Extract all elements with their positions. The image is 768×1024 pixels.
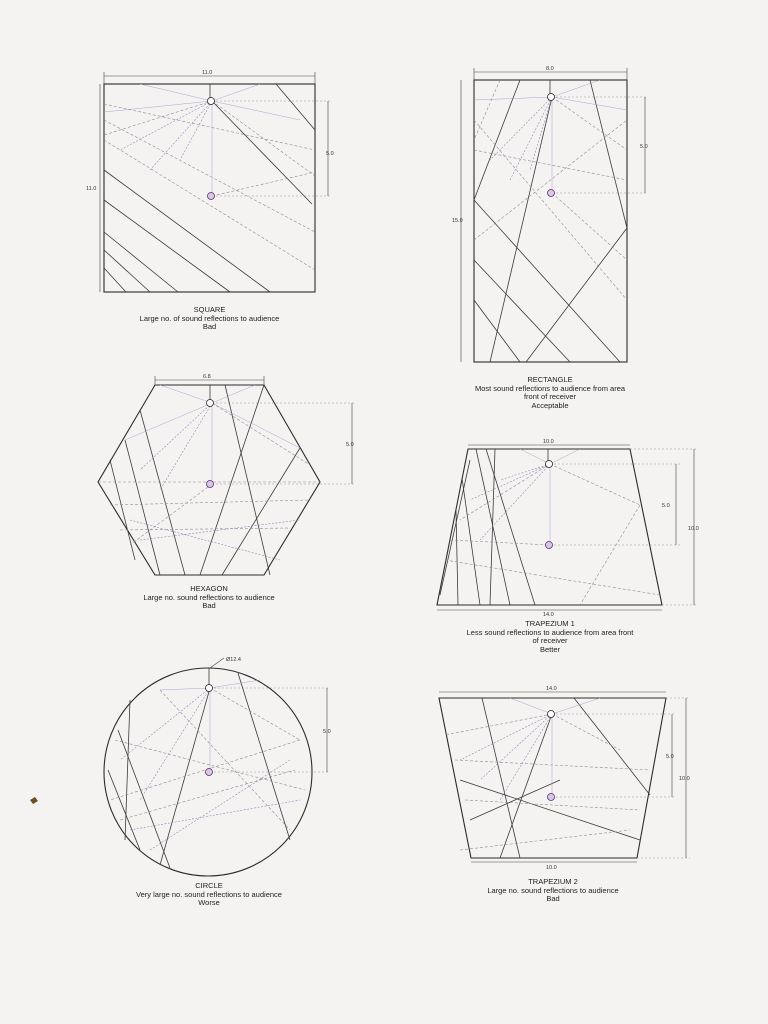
rectangle-width-label: 8.0 [546, 66, 554, 72]
rectangle-title: RECTANGLE [527, 375, 573, 384]
trapezium1-source-point [546, 461, 553, 468]
circle-rating: Worse [198, 898, 220, 907]
hexagon-distance-label: 5.0 [346, 442, 354, 448]
trapezium2-description: Large no. sound reflections to audience [487, 885, 619, 895]
square-width-label: 11.0 [202, 70, 213, 76]
hexagon-source-point [207, 400, 214, 407]
square-receiver-point [208, 193, 215, 200]
hexagon-caption [98, 585, 320, 611]
rectangle-diagram [452, 66, 648, 362]
trapezium2-top-label: 14.0 [546, 686, 557, 692]
circle-distance-label: 5.0 [323, 729, 331, 735]
trapezium1-caption [430, 620, 670, 654]
trapezium2-outline [439, 698, 666, 858]
circle-diameter-label: Ø12.4 [226, 657, 241, 663]
trapezium1-distance-label: 5.0 [662, 503, 670, 509]
trapezium1-description-line1: Less sound reflections to audience from area front [466, 627, 634, 637]
hexagon-rating: Bad [202, 601, 216, 610]
trapezium2-height-label: 10.0 [679, 776, 690, 782]
rectangle-caption [440, 376, 660, 410]
square-height-label: 11.0 [86, 186, 97, 192]
square-caption [104, 306, 315, 332]
trapezium2-receiver-point [548, 794, 555, 801]
rectangle-distance-label: 5.0 [640, 144, 648, 150]
trapezium1-bottom-label: 14.0 [543, 612, 554, 618]
square-rating: Bad [202, 322, 217, 331]
square-outline [104, 84, 315, 292]
hexagon-side-label: 6.8 [203, 374, 211, 380]
trapezium1-top-label: 10.0 [543, 439, 554, 445]
rectangle-outline [474, 80, 627, 362]
rectangle-source-point [548, 94, 555, 101]
trapezium2-bottom-label: 10.0 [546, 865, 557, 871]
square-title: SQUARE [193, 305, 226, 314]
circle-description: Very large no. sound reflections to audience [136, 889, 282, 899]
rectangle-height-label: 15.0 [452, 218, 463, 224]
hexagon-title: HEXAGON [190, 584, 228, 593]
hexagon-diagram [98, 374, 355, 575]
trapezium1-receiver-point [546, 542, 553, 549]
rectangle-receiver-point [548, 190, 555, 197]
circle-source-point [206, 685, 213, 692]
circle-title: CIRCLE [195, 881, 223, 890]
trapezium2-caption [440, 878, 666, 904]
trapezium1-outline [437, 449, 662, 605]
rectangle-rating: Acceptable [531, 400, 569, 410]
trapezium1-description-line2: of receiver [532, 636, 568, 645]
square-diagram [86, 70, 334, 292]
trapezium2-title: TRAPEZIUM 2 [528, 877, 578, 886]
ink-mark [30, 797, 38, 804]
circle-diagram [104, 657, 331, 876]
trapezium1-title: TRAPEZIUM 1 [525, 619, 575, 628]
square-distance-label: 5.0 [326, 151, 334, 157]
trapezium1-height-label: 10.0 [688, 526, 699, 532]
trapezium1-diagram [437, 439, 699, 618]
square-source-point [208, 98, 215, 105]
trapezium2-rating: Bad [546, 894, 560, 903]
trapezium2-diagram [439, 686, 690, 871]
circle-receiver-point [206, 769, 213, 776]
rectangle-description-line1: Most sound reflections to audience from area [474, 383, 626, 393]
rectangle-description-line2: front of receiver [523, 392, 577, 401]
circle-caption [104, 882, 314, 908]
square-description: Large no. of sound reflections to audience [139, 313, 280, 323]
hexagon-receiver-point [207, 481, 214, 488]
hexagon-description: Large no. sound reflections to audience [143, 592, 275, 602]
trapezium1-rating: Better [539, 644, 560, 654]
trapezium2-distance-label: 5.0 [666, 754, 674, 760]
trapezium2-source-point [548, 711, 555, 718]
